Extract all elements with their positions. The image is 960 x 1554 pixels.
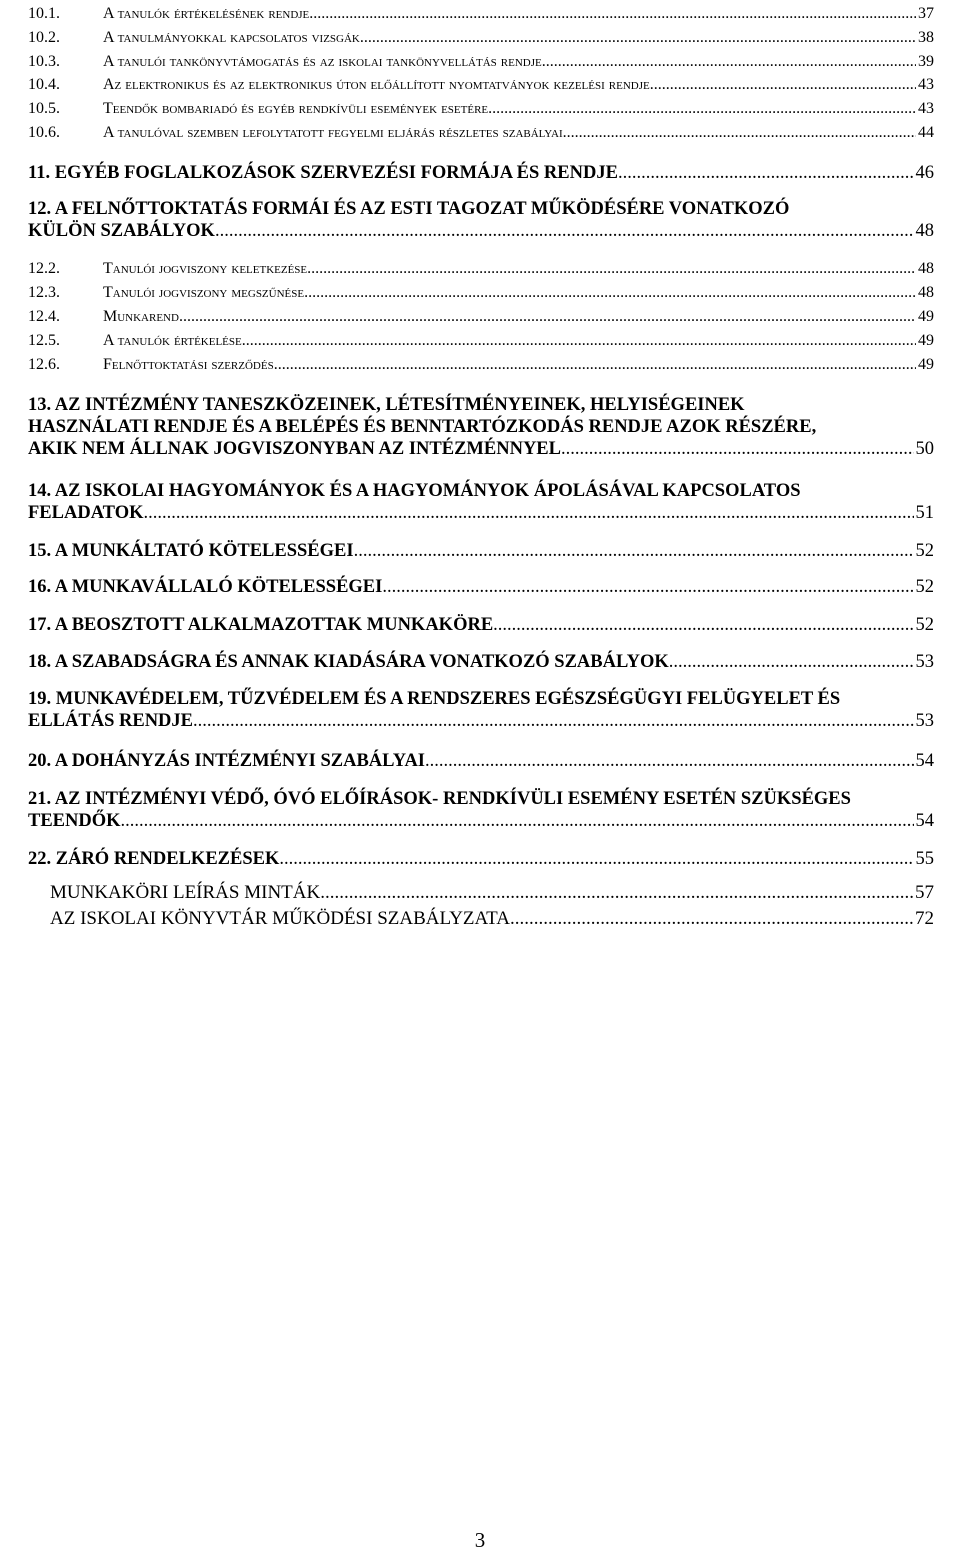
entry-title: Tanulói jogviszony keletkezése: [103, 260, 308, 277]
dot-leader: [563, 123, 916, 142]
section-title: 19. MUNKAVÉDELEM, TŰZVÉDELEM ÉS A RENDSZERES EGÉSZSÉGÜGYI FELÜGYELET ÉS: [28, 689, 841, 709]
dot-leader: [382, 576, 913, 598]
section-page: 51: [915, 503, 934, 523]
entry-page: 44: [918, 124, 934, 141]
section-page: 48: [915, 221, 934, 241]
toc-section-13[interactable]: [0, 394, 960, 460]
toc-entry[interactable]: [0, 4, 960, 23]
toc-section-12[interactable]: [0, 198, 960, 242]
entry-number: 10.6.: [28, 124, 60, 141]
toc-entry[interactable]: [0, 283, 960, 302]
section-title: 14. AZ ISKOLAI HAGYOMÁNYOK ÉS A HAGYOMÁNYOK ÁPOLÁSÁVAL KAPCSOLATOS: [28, 481, 801, 501]
entry-page: 38: [918, 29, 934, 46]
toc-section-20[interactable]: [0, 750, 960, 772]
toc-section-14[interactable]: [0, 480, 960, 524]
entry-page: 37: [918, 5, 934, 22]
dot-leader: [542, 52, 916, 71]
section-title: 15. A MUNKÁLTATÓ KÖTELESSÉGEI: [28, 541, 354, 561]
toc-section-16[interactable]: [0, 576, 960, 598]
section-page: 52: [915, 541, 934, 561]
entry-title: A tanulók értékelésének rendje: [103, 5, 310, 22]
entry-number: 10.4.: [28, 76, 60, 93]
section-page: 54: [915, 751, 934, 771]
toc-entry[interactable]: [0, 99, 960, 118]
toc-entry[interactable]: [0, 28, 960, 47]
entry-title: A tanulói tankönyvtámogatás és az iskolai tankönyvellátás rendje: [103, 53, 542, 70]
dot-leader: [493, 614, 913, 636]
section-title: 21. AZ INTÉZMÉNYI VÉDŐ, ÓVÓ ELŐÍRÁSOK- RENDKÍVÜLI ESEMÉNY ESETÉN SZÜKSÉGES: [28, 789, 851, 809]
toc-entry[interactable]: [0, 259, 960, 278]
toc-section-19[interactable]: [0, 688, 960, 732]
entry-number: 12.2.: [28, 260, 60, 277]
section-title: 13. AZ INTÉZMÉNY TANESZKÖZEINEK, LÉTESÍTMÉNYEINEK, HELYISÉGEINEK: [28, 395, 745, 415]
dot-leader: [669, 651, 914, 673]
dot-leader: [561, 438, 914, 460]
toc-section-11[interactable]: [0, 162, 960, 184]
entry-number: 12.4.: [28, 308, 60, 325]
section-page: 53: [915, 652, 934, 672]
entry-number: 10.2.: [28, 29, 60, 46]
entry-number: 12.3.: [28, 284, 60, 301]
entry-page: 48: [918, 260, 934, 277]
toc-appendix[interactable]: [0, 908, 960, 930]
appendix-page: 57: [915, 882, 934, 903]
section-title: 11. EGYÉB FOGLALKOZÁSOK SZERVEZÉSI FORMÁJA ÉS RENDJE: [28, 163, 618, 183]
toc-entry[interactable]: [0, 331, 960, 350]
entry-title: Tanulói jogviszony megszűnése: [103, 284, 305, 301]
dot-leader: [360, 28, 916, 47]
dot-leader: [425, 750, 913, 772]
entry-page: 49: [918, 356, 934, 373]
section-page: 52: [915, 577, 934, 597]
entry-page: 43: [918, 100, 934, 117]
toc-entry[interactable]: [0, 52, 960, 71]
toc-entry[interactable]: [0, 75, 960, 94]
toc-entry[interactable]: [0, 307, 960, 326]
appendix-title: MUNKAKÖRI LEÍRÁS MINTÁK: [50, 882, 321, 903]
section-title-cont: TEENDŐK: [28, 811, 121, 831]
entry-title: A tanulóval szemben lefolytatott fegyelmi eljárás részletes szabályai: [103, 124, 563, 141]
dot-leader: [179, 307, 916, 326]
appendix-page: 72: [915, 908, 934, 929]
section-title: 12. A FELNŐTTOKTATÁS FORMÁI ÉS AZ ESTI TAGOZAT MŰKÖDÉSÉRE VONATKOZÓ: [28, 199, 790, 219]
entry-page: 48: [918, 284, 934, 301]
entry-number: 10.5.: [28, 100, 60, 117]
entry-title: Felnőttoktatási szerződés: [103, 356, 274, 373]
toc-section-18[interactable]: [0, 651, 960, 673]
dot-leader: [193, 710, 913, 732]
toc-section-17[interactable]: [0, 614, 960, 636]
toc-entry[interactable]: [0, 123, 960, 142]
section-title-cont: KÜLÖN SZABÁLYOK: [28, 221, 215, 241]
toc-appendix[interactable]: [0, 882, 960, 904]
dot-leader: [618, 162, 914, 184]
dot-leader: [121, 810, 914, 832]
dot-leader: [242, 331, 916, 350]
section-page: 50: [915, 439, 934, 459]
dot-leader: [274, 355, 916, 374]
dot-leader: [307, 259, 916, 278]
section-title: 22. ZÁRÓ RENDELKEZÉSEK: [28, 849, 280, 869]
section-title: 16. A MUNKAVÁLLALÓ KÖTELESSÉGEI: [28, 577, 383, 597]
entry-page: 39: [918, 53, 934, 70]
section-page: 53: [915, 711, 934, 731]
section-page: 52: [915, 615, 934, 635]
entry-title: A tanulmányokkal kapcsolatos vizsgák: [103, 29, 360, 46]
section-title: 17. A BEOSZTOTT ALKALMAZOTTAK MUNKAKÖRE: [28, 615, 494, 635]
entry-number: 12.6.: [28, 356, 60, 373]
section-title: 20. A DOHÁNYZÁS INTÉZMÉNYI SZABÁLYAI: [28, 751, 426, 771]
entry-title: A tanulók értékelése: [103, 332, 242, 349]
entry-title: Munkarend: [103, 308, 179, 325]
toc-appendix[interactable]: [0, 856, 960, 878]
entry-page: 43: [918, 76, 934, 93]
dot-leader: [304, 283, 916, 302]
section-title: 18. A SZABADSÁGRA ÉS ANNAK KIADÁSÁRA VONATKOZÓ SZABÁLYOK: [28, 652, 669, 672]
entry-number: 12.5.: [28, 332, 60, 349]
section-page: 54: [915, 811, 934, 831]
dot-leader: [488, 99, 916, 118]
dot-leader: [309, 4, 916, 23]
dot-leader: [354, 540, 914, 562]
section-title-cont: AKIK NEM ÁLLNAK JOGVISZONYBAN AZ INTÉZMÉNNYEL: [28, 439, 561, 459]
dot-leader: [654, 75, 916, 94]
section-page: 55: [915, 849, 934, 869]
toc-section-21[interactable]: [0, 788, 960, 832]
entry-number: 10.3.: [28, 53, 60, 70]
toc-entry[interactable]: [0, 355, 960, 374]
entry-page: 49: [918, 308, 934, 325]
dot-leader: [215, 220, 914, 242]
section-title-cont: ELLÁTÁS RENDJE: [28, 711, 194, 731]
dot-leader: [510, 908, 913, 930]
section-title-cont: HASZNÁLATI RENDJE ÉS A BELÉPÉS ÉS BENNTARTÓZKODÁS RENDJE AZOK RÉSZÉRE,: [28, 417, 817, 437]
dot-leader: [320, 882, 913, 904]
page-number: 3: [474, 1528, 486, 1552]
entry-title: Az elektronikus és az elektronikus úton előállított nyomtatványok kezelési rendje.: [103, 76, 654, 93]
appendix-title: AZ ISKOLAI KÖNYVTÁR MŰKÖDÉSI SZABÁLYZATA: [50, 908, 510, 929]
entry-page: 49: [918, 332, 934, 349]
dot-leader: [143, 502, 913, 524]
entry-title: Teendők bombariadó és egyéb rendkívüli események esetére: [103, 100, 489, 117]
entry-number: 10.1.: [28, 5, 60, 22]
section-title-cont: FELADATOK: [28, 503, 144, 523]
toc-section-15[interactable]: [0, 540, 960, 562]
section-page: 46: [915, 163, 934, 183]
